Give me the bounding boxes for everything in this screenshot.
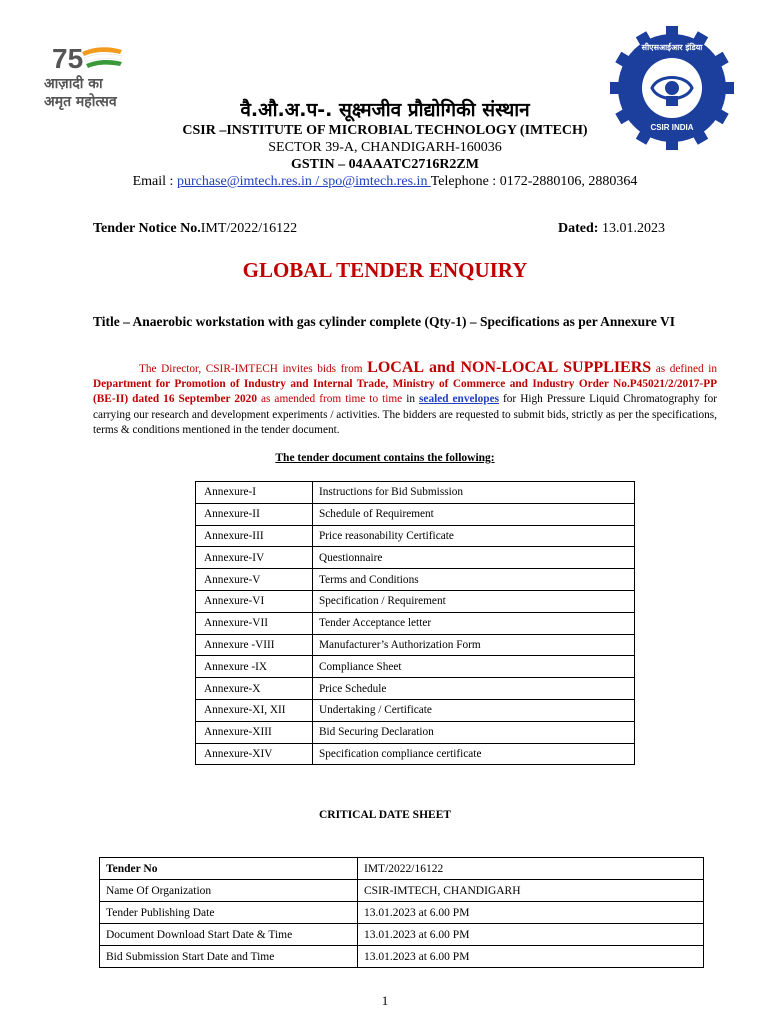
sealed-envelopes-link[interactable]: sealed envelopes [419, 393, 499, 406]
annexure-description: Schedule of Requirement [313, 503, 635, 525]
critical-date-value: CSIR-IMTECH, CHANDIGARH [358, 880, 704, 902]
institute-address: SECTOR 39-A, CHANDIGARH-160036 [268, 140, 502, 155]
annexure-row [196, 547, 635, 569]
critical-date-label: Name Of Organization [100, 880, 358, 902]
email-purchase-link[interactable]: purchase@imtech.res.in [176, 174, 312, 189]
critical-date-label: Tender Publishing Date [100, 902, 358, 924]
para-part-5: as amended from time to time [256, 393, 407, 406]
annexure-name: Annexure -VIII [196, 634, 313, 656]
critical-date-value: 13.01.2023 at 6.00 PM [358, 924, 704, 946]
dated-label: Dated: [558, 221, 599, 236]
annexure-name: Annexure-I [196, 482, 313, 504]
contact-line [0, 174, 770, 190]
tender-notice-number [93, 221, 297, 237]
critical-date-value: IMT/2022/16122 [358, 858, 704, 880]
annexure-row [196, 699, 635, 721]
annexure-name: Annexure-III [196, 525, 313, 547]
invitation-paragraph [93, 360, 717, 438]
institute-name: CSIR –INSTITUTE OF MICROBIAL TECHNOLOGY (IMTECH) [182, 123, 588, 138]
annexure-description: Price reasonability Certificate [313, 525, 635, 547]
logo-ring-text: सीएसआईआर इंडिया [641, 43, 703, 52]
annexure-table [195, 481, 635, 765]
critical-date-row [100, 902, 704, 924]
annexure-row [196, 743, 635, 765]
para-part-1: The Director, CSIR-IMTECH invites bids from [139, 363, 368, 375]
critical-date-label: Tender No [100, 858, 358, 880]
annexure-name: Annexure-IV [196, 547, 313, 569]
critical-date-label: Bid Submission Start Date and Time [100, 946, 358, 968]
para-dpiit-order: Department for Promotion of Industry and Internal Trade, Ministry of Commerce and Industry Order No.P45021/2/2017-PP (BE-II) dated 16 September 2020 [93, 378, 717, 406]
annexure-name: Annexure-X [196, 678, 313, 700]
annexure-row [196, 503, 635, 525]
annexure-name: Annexure-II [196, 503, 313, 525]
email-spo-link[interactable]: spo@imtech.res.in [322, 174, 431, 189]
para-part-3: as defined in [651, 363, 718, 375]
annexure-row [196, 678, 635, 700]
annexure-row [196, 569, 635, 591]
annexure-description: Specification compliance certificate [313, 743, 635, 765]
annexure-name: Annexure-XIV [196, 743, 313, 765]
annexure-row [196, 525, 635, 547]
annexure-description: Terms and Conditions [313, 569, 635, 591]
email-label: Email : [132, 174, 177, 189]
annexure-name: Annexure-XIII [196, 721, 313, 743]
annexure-description: Compliance Sheet [313, 656, 635, 678]
tender-notice-label: Tender Notice No. [93, 221, 201, 236]
para-part-6: in [406, 393, 420, 406]
tender-date [558, 221, 665, 237]
page-number: 1 [381, 993, 389, 1008]
annexure-name: Annexure-VI [196, 590, 313, 612]
annexure-row [196, 634, 635, 656]
annexure-row [196, 721, 635, 743]
logo-hindi-line1: आज़ादी का [44, 76, 103, 92]
critical-dates-table [99, 857, 704, 968]
contains-heading: The tender document contains the following: [275, 452, 495, 464]
annexure-description: Questionnaire [313, 547, 635, 569]
logo-75-number: 75 [52, 43, 84, 74]
critical-date-row [100, 946, 704, 968]
annexure-name: Annexure-XI, XII [196, 699, 313, 721]
gstin: GSTIN – 04AAATC2716R2ZM [291, 157, 479, 172]
annexure-name: Annexure -IX [196, 656, 313, 678]
dated-value: 13.01.2023 [598, 221, 665, 236]
institute-hindi-name: वै.औ.अ.प-. सूक्ष्मजीव प्रौद्योगिकी संस्थान [240, 99, 530, 121]
annexure-description: Specification / Requirement [313, 590, 635, 612]
tender-title: Title – Anaerobic workstation with gas cylinder complete (Qty-1) – Specifications as per Annexure VI [93, 314, 675, 329]
critical-date-row [100, 924, 704, 946]
annexure-name: Annexure-V [196, 569, 313, 591]
critical-date-row [100, 880, 704, 902]
annexure-name: Annexure-VII [196, 612, 313, 634]
tender-notice-value: IMT/2022/16122 [200, 221, 298, 236]
para-suppliers: LOCAL and NON-LOCAL SUPPLIERS [367, 359, 652, 376]
annexure-row [196, 482, 635, 504]
para-part-8: for High Pressure Liquid Chromatography for carrying our research and development experiments / activities. The bidders are requested to submit bids, strictly as per the specifications, terms & conditions mentioned in the tender document. [93, 393, 718, 436]
annexure-description: Bid Securing Declaration [313, 721, 635, 743]
logo-csir-india-text: CSIR INDIA [650, 123, 694, 132]
annexure-row [196, 656, 635, 678]
critical-date-value: 13.01.2023 at 6.00 PM [358, 902, 704, 924]
annexure-row [196, 612, 635, 634]
email-separator: / [311, 174, 323, 189]
annexure-description: Manufacturer’s Authorization Form [313, 634, 635, 656]
logo-hindi-line2: अमृत महोत्सव [44, 94, 117, 110]
critical-date-heading: CRITICAL DATE SHEET [318, 809, 452, 821]
main-title: GLOBAL TENDER ENQUIRY [242, 258, 528, 282]
annexure-description: Tender Acceptance letter [313, 612, 635, 634]
critical-date-row [100, 858, 704, 880]
annexure-description: Instructions for Bid Submission [313, 482, 635, 504]
telephone: Telephone : 0172-2880106, 2880364 [430, 174, 638, 189]
critical-date-value: 13.01.2023 at 6.00 PM [358, 946, 704, 968]
annexure-description: Price Schedule [313, 678, 635, 700]
critical-date-label: Document Download Start Date & Time [100, 924, 358, 946]
annexure-row [196, 590, 635, 612]
annexure-description: Undertaking / Certificate [313, 699, 635, 721]
